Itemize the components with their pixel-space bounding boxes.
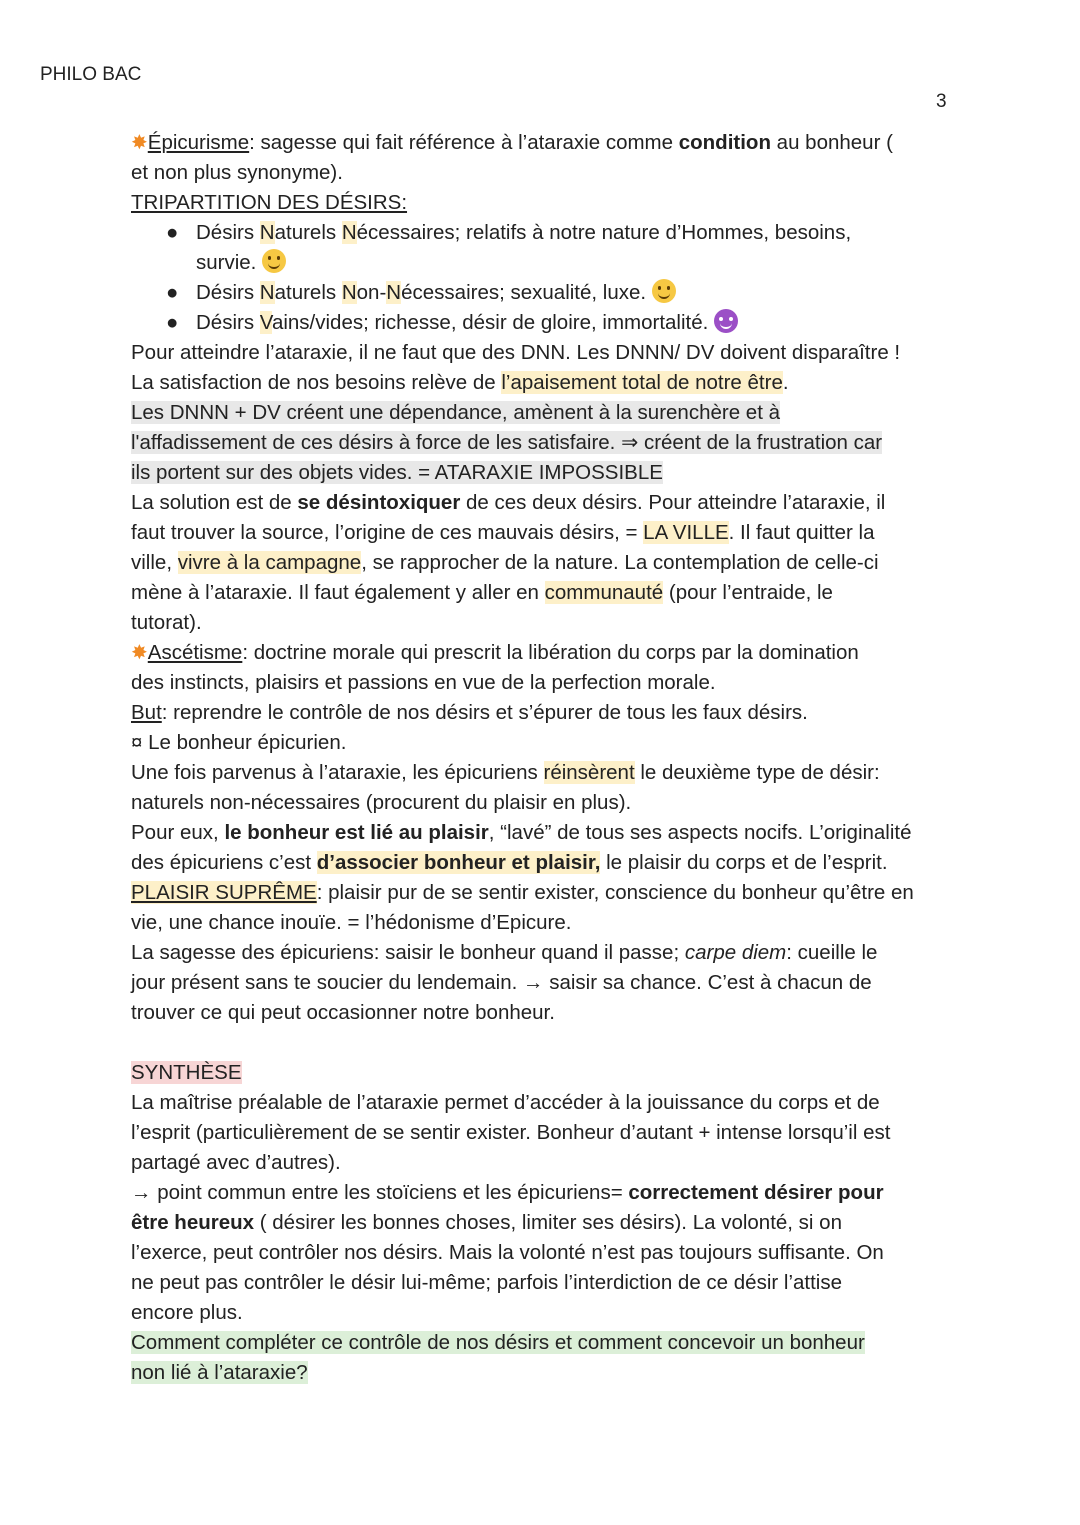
text-line: naturels non-nécessaires (procurent du plaisir en plus). [131, 791, 632, 814]
epicurisme-term: Épicurisme [147, 131, 250, 154]
devil-face-icon [714, 309, 738, 333]
text-line: La satisfaction de nos besoins relève de l’apaisement total de notre être. [131, 371, 789, 394]
text-line: Une fois parvenus à l’ataraxie, les épicuriens réinsèrent le deuxième type de désir: [131, 761, 880, 784]
text-line: l’exerce, peut contrôler nos désirs. Mais la volonté n’est pas toujours suffisante. On [131, 1241, 884, 1264]
text-line: La sagesse des épicuriens: saisir le bonheur quand il passe; carpe diem: cueille le [131, 941, 878, 964]
text-line: et non plus synonyme). [131, 161, 343, 184]
text-line: Pour atteindre l’ataraxie, il ne faut que des DNN. Les DNNN/ DV doivent disparaître ! [131, 341, 901, 364]
text-line: tutorat). [131, 611, 202, 634]
text-line: encore plus. [131, 1301, 243, 1324]
text-line: l’esprit (particulièrement de se sentir exister. Bonheur d’autant + intense lorsqu’il est [131, 1121, 891, 1144]
text-line: Pour eux, le bonheur est lié au plaisir, “lavé” de tous ses aspects nocifs. L’originalité [131, 821, 912, 844]
text-line: ne peut pas contrôler le désir lui-même; parfois l’interdiction de ce désir l’attise [131, 1271, 843, 1294]
text-line: faut trouver la source, l’origine de ces mauvais désirs, = LA VILLE. Il faut quitter la [131, 521, 875, 544]
synthese-heading: SYNTHÈSE [131, 1061, 242, 1084]
question-line: Comment compléter ce contrôle de nos désirs et comment concevoir un bonheur [131, 1331, 865, 1354]
text-line: des instincts, plaisirs et passions en vue de la perfection morale. [131, 671, 716, 694]
epicurisme-definition: ✸Épicurisme: sagesse qui fait référence à l’ataraxie comme condition au bonheur ( [131, 131, 893, 154]
text-line: La maîtrise préalable de l’ataraxie permet d’accéder à la jouissance du corps et de [131, 1091, 880, 1114]
text-line: La solution est de se désintoxiquer de ces deux désirs. Pour atteindre l’ataraxie, il [131, 491, 886, 514]
highlighted-line: Les DNNN + DV créent une dépendance, amènent à la surenchère et à [131, 401, 780, 424]
document-body [131, 128, 951, 1388]
text-line: vie, une chance inouïe. = l’hédonisme d’Epicure. [131, 911, 572, 934]
text-line: → point commun entre les stoïciens et les épicuriens= correctement désirer pour [131, 1181, 884, 1204]
grinning-face-icon [262, 249, 286, 273]
list-item: ● Désirs Vains/vides; richesse, désir de gloire, immortalité. [131, 308, 951, 338]
text-line: jour présent sans te soucier du lendemain. → saisir sa chance. C’est à chacun de [131, 971, 872, 994]
text-line: des épicuriens c’est d’associer bonheur et plaisir, le plaisir du corps et de l’esprit. [131, 851, 888, 874]
text-line: être heureux ( désirer les bonnes choses, limiter ses désirs). La volonté, si on [131, 1211, 842, 1234]
highlighted-line: l'affadissement de ces désirs à force de les satisfaire. ⇒ créent de la frustration car [131, 431, 883, 454]
text-line: trouver ce qui peut occasionner notre bonheur. [131, 1001, 555, 1024]
bullet-icon: ● [166, 311, 179, 334]
document-header: PHILO BAC [40, 64, 142, 85]
list-item-continued: survie. [131, 248, 951, 278]
slight-smile-icon [652, 279, 676, 303]
text-line: But: reprendre le contrôle de nos désirs et s’épurer de tous les faux désirs. [131, 701, 808, 724]
ascetisme-definition: ✸Ascétisme: doctrine morale qui prescrit la libération du corps par la domination [131, 641, 859, 664]
text-line: PLAISIR SUPRÊME: plaisir pur de se sentir exister, conscience du bonheur qu’être en [131, 881, 914, 904]
bullet-icon: ● [166, 221, 179, 244]
section-heading-tripartition: TRIPARTITION DES DÉSIRS: [131, 191, 408, 214]
text-line: partagé avec d’autres). [131, 1151, 341, 1174]
burst-icon: ✸ [131, 642, 148, 664]
question-line: non lié à l’ataraxie? [131, 1361, 308, 1384]
list-item: ● Désirs Naturels Nécessaires; relatifs à notre nature d’Hommes, besoins, [131, 218, 951, 248]
blank-line [131, 1028, 951, 1058]
page-number: 3 [936, 91, 947, 112]
burst-icon: ✸ [131, 132, 148, 154]
highlighted-line: ils portent sur des objets vides. = ATARAXIE IMPOSSIBLE [131, 461, 663, 484]
text-line: ville, vivre à la campagne, se rapprocher de la nature. La contemplation de celle-ci [131, 551, 879, 574]
bullet-icon: ● [166, 281, 179, 304]
list-item: ● Désirs Naturels Non-Nécessaires; sexualité, luxe. [131, 278, 951, 308]
ascetisme-term: Ascétisme [147, 641, 243, 664]
subsection-heading: ¤ Le bonheur épicurien. [131, 731, 347, 754]
text-line: mène à l’ataraxie. Il faut également y aller en communauté (pour l’entraide, le [131, 581, 833, 604]
